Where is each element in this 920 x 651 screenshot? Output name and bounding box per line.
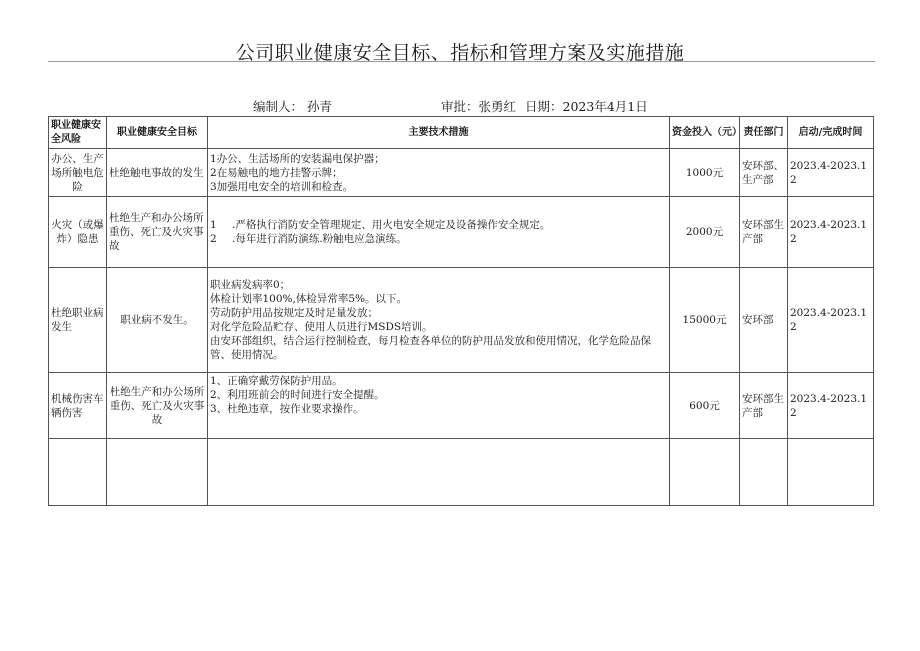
date-label: 日期： [525, 99, 563, 114]
dept-cell: 安环部生产部 [740, 197, 788, 268]
header-fund: 资金投入（元） [670, 117, 740, 149]
measures-cell [208, 268, 670, 373]
approver-info [441, 97, 516, 115]
header-dept: 责任部门 [740, 117, 788, 149]
measure-number: 2 [210, 233, 217, 245]
empty-cell [670, 439, 740, 506]
empty-cell [107, 439, 208, 506]
measure-text: .严格执行消防安全管理规定、用火电安全规定及设备操作安全规定。 [232, 219, 551, 231]
measure-line [210, 218, 667, 232]
measures-cell [208, 197, 670, 268]
table-header-row [49, 117, 874, 149]
header-target: 职业健康安全目标 [107, 117, 208, 149]
header-risk: 职业健康安全风险 [49, 117, 107, 149]
measure-line: 1、正确穿戴劳保防护用品。 [210, 375, 343, 387]
approver-name: 张勇红 [478, 99, 517, 114]
dept-cell: 安环部生产部 [740, 373, 788, 439]
date-value: 2023年4月1日 [562, 99, 648, 114]
target-cell: 杜绝生产和办公场所重伤、死亡及火灾事故 [107, 197, 208, 268]
measure-line: 1办公、生活场所的安装漏电保护器； [210, 152, 385, 165]
editor-label: 编制人： [253, 99, 304, 114]
editor-info [253, 97, 332, 115]
empty-cell [49, 439, 107, 506]
measure-number: 1 [210, 219, 217, 231]
measure-text: .每年进行消防演练.粉触电应急演练。 [232, 233, 407, 245]
dept-cell: 安环部、生产部 [740, 149, 788, 197]
measure-line: 劳动防护用品按规定及时足量发放； [210, 307, 378, 319]
measures-cell [208, 373, 670, 439]
date-info [525, 97, 648, 115]
risk-cell: 火灾（或爆炸）隐患 [49, 197, 107, 268]
empty-cell [788, 439, 874, 506]
time-cell: 2023.4-2023.12 [788, 373, 874, 439]
fund-cell: 15000元 [670, 268, 740, 373]
measure-line: 3、杜绝违章，按作业要求操作。 [210, 403, 364, 415]
empty-cell [208, 439, 670, 506]
measure-line: 管、使用情况。 [210, 349, 284, 361]
measure-line: 体检计划率100%,体检异常率5%。以下。 [210, 293, 408, 305]
risk-cell: 杜绝职业病发生 [49, 268, 107, 373]
time-cell: 2023.4-2023.12 [788, 268, 874, 373]
time-cell: 2023.4-2023.12 [788, 197, 874, 268]
table-row [49, 149, 874, 197]
table-row [49, 197, 874, 268]
target-cell: 杜绝触电事故的发生 [107, 149, 208, 197]
document-title: 公司职业健康安全目标、指标和管理方案及实施措施 [235, 42, 685, 64]
measure-line: 2、利用班前会的时间进行安全提醒。 [210, 389, 385, 401]
measure-line: 2在易触电的地方挂警示牌； [210, 166, 343, 179]
measures-cell [208, 149, 670, 197]
target-cell: 职业病不发生。 [107, 268, 208, 373]
empty-cell [740, 439, 788, 506]
table-row [49, 268, 874, 373]
time-cell: 2023.4-2023.12 [788, 149, 874, 197]
measure-line: 对化学危险品贮存、使用人员进行MSDS培训。 [210, 321, 433, 333]
measure-line: 3加强用电安全的培训和检查。 [210, 180, 354, 193]
measure-line: 由安环部组织，结合运行控制检查，每月检查各单位的防护用品发放和使用情况，化学危险品保 [210, 335, 651, 347]
dept-cell: 安环部 [740, 268, 788, 373]
target-cell: 杜绝生产和办公场所重伤、死亡及火灾事故 [107, 373, 208, 439]
fund-cell: 2000元 [670, 197, 740, 268]
title-underline [48, 61, 875, 62]
approver-label: 审批： [441, 99, 479, 114]
measure-line [210, 232, 667, 246]
table-row [49, 373, 874, 439]
plan-table [48, 116, 874, 506]
header-time: 启动/完成时间 [788, 117, 874, 149]
risk-cell: 办公、生产场所触电危险 [49, 149, 107, 197]
header-measures: 主要技术措施 [208, 117, 670, 149]
table-row-empty [49, 439, 874, 506]
fund-cell: 1000元 [670, 149, 740, 197]
measure-line: 职业病发病率0； [210, 279, 291, 291]
fund-cell: 600元 [670, 373, 740, 439]
risk-cell: 机械伤害车辆伤害 [49, 373, 107, 439]
editor-name: 孙青 [307, 99, 333, 114]
